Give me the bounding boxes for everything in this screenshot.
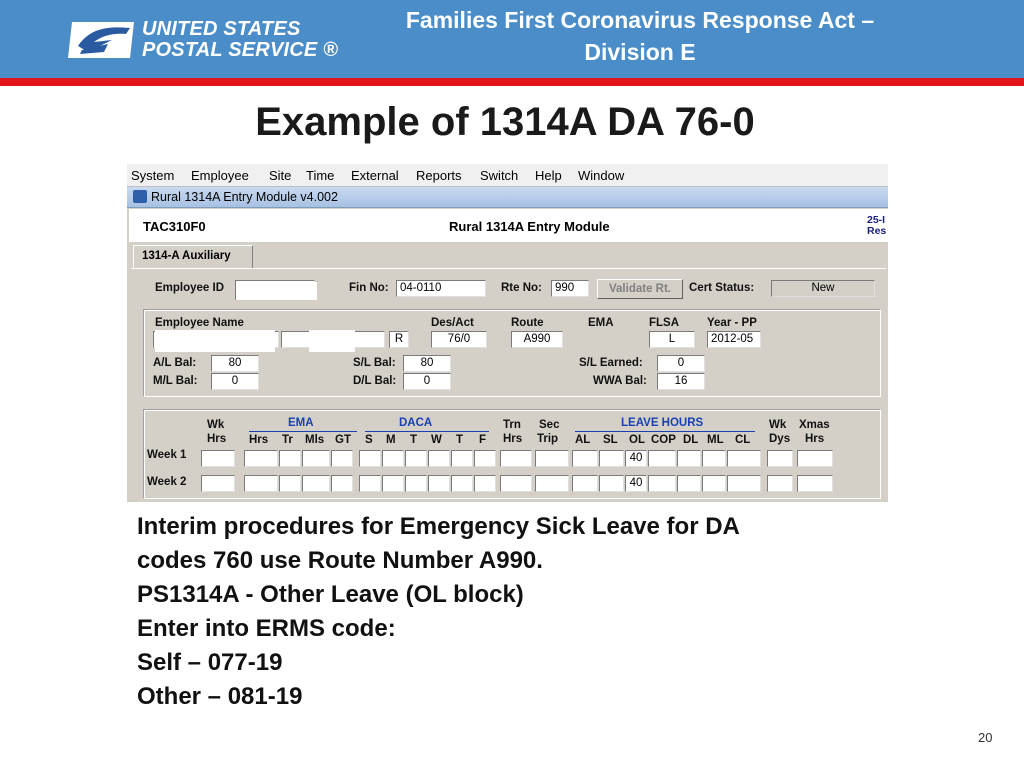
week1-leave-cl[interactable] [727, 450, 761, 467]
page-number: 20 [978, 730, 993, 745]
wk-hrs-bottom: Hrs [207, 433, 227, 445]
week2-daca-f[interactable] [474, 475, 496, 492]
sl-bal-field: 80 [403, 355, 451, 372]
ema-group-underline [249, 431, 357, 432]
week2-leave-dl[interactable] [677, 475, 701, 492]
daca-col-m: M [386, 434, 396, 446]
logo-line-2: POSTAL SERVICE ® [142, 39, 339, 61]
week2-leave-cl[interactable] [727, 475, 761, 492]
cert-status-label: Cert Status: [689, 282, 755, 294]
ml-bal-field: 0 [211, 373, 259, 390]
wk-dys-bottom: Dys [769, 433, 791, 445]
daca-col-s: S [365, 434, 373, 446]
des-act-field[interactable]: 76/0 [431, 331, 487, 348]
slide-caption [137, 510, 740, 714]
menu-bar [127, 164, 888, 187]
menu-reports[interactable]: Reports [416, 168, 462, 183]
week2-leave-ol[interactable]: 40 [625, 475, 647, 492]
menu-system[interactable]: System [131, 168, 175, 183]
year-pp-label: Year - PP [707, 317, 757, 329]
module-header [129, 209, 888, 242]
slide-header [0, 0, 1024, 78]
caption-line-4: Enter into ERMS code: [137, 615, 396, 642]
week-1-label: Week 1 [147, 449, 187, 461]
ema-col-mls: Mls [305, 434, 325, 446]
week2-trn-hrs[interactable] [500, 475, 532, 492]
redacted-employee-id [237, 282, 317, 300]
ema-col-tr: Tr [282, 434, 293, 446]
week1-wk-dys[interactable] [767, 450, 793, 467]
ema-col-gt: GT [335, 434, 351, 446]
week2-leave-ml[interactable] [702, 475, 726, 492]
fin-no-label: Fin No: [349, 282, 389, 294]
week1-xmas-hrs[interactable] [797, 450, 833, 467]
leave-col-cl: CL [735, 434, 751, 446]
week2-ema-mls[interactable] [302, 475, 330, 492]
week1-leave-al[interactable] [572, 450, 598, 467]
week2-daca-w[interactable] [428, 475, 450, 492]
tab-panel [131, 268, 886, 501]
week1-leave-cop[interactable] [648, 450, 676, 467]
week1-wk-hrs[interactable] [201, 450, 235, 467]
menu-site[interactable]: Site [269, 168, 292, 183]
trn-hrs-bottom: Hrs [503, 433, 523, 445]
header-right-line-1: 25-I [867, 214, 886, 226]
week2-wk-hrs[interactable] [201, 475, 235, 492]
week2-wk-dys[interactable] [767, 475, 793, 492]
leave-col-sl: SL [603, 434, 618, 446]
week2-ema-tr[interactable] [279, 475, 301, 492]
usps-logo [68, 16, 339, 64]
week1-ema-gt[interactable] [331, 450, 353, 467]
des-act-label: Des/Act [431, 317, 474, 329]
flsa-label: FLSA [649, 317, 680, 329]
module-header-right [867, 215, 886, 237]
sl-earned-label: S/L Earned: [579, 357, 643, 369]
week2-leave-al[interactable] [572, 475, 598, 492]
wwa-bal-label: WWA Bal: [593, 375, 647, 387]
week2-leave-sl[interactable] [599, 475, 624, 492]
menu-help[interactable]: Help [535, 168, 562, 183]
tab-1314a-auxiliary[interactable] [133, 245, 253, 268]
sec-trip-top: Sec [539, 419, 560, 431]
week1-daca-t2[interactable] [451, 450, 473, 467]
route-label: Route [511, 317, 544, 329]
al-bal-label: A/L Bal: [153, 357, 197, 369]
wk-dys-top: Wk [769, 419, 787, 431]
usps-eagle-icon [68, 16, 138, 64]
menu-employee[interactable]: Employee [191, 168, 249, 183]
trn-hrs-top: Trn [503, 419, 521, 431]
week2-daca-s[interactable] [359, 475, 381, 492]
subwindow-titlebar [127, 187, 888, 208]
fin-no-field[interactable]: 04-0110 [396, 280, 486, 297]
week1-ema-hrs[interactable] [244, 450, 278, 467]
validate-route-button[interactable]: Validate Rt. [597, 279, 683, 299]
week1-daca-f[interactable] [474, 450, 496, 467]
week1-daca-t1[interactable] [405, 450, 427, 467]
week2-ema-hrs[interactable] [244, 475, 278, 492]
header-title [330, 4, 950, 68]
menu-window[interactable]: Window [578, 168, 625, 183]
employee-name-label: Employee Name [155, 317, 244, 329]
sl-earned-field: 0 [657, 355, 705, 372]
sec-trip-bottom: Trip [537, 433, 559, 445]
xmas-hrs-bottom: Hrs [805, 433, 825, 445]
usps-logo-text [142, 19, 338, 61]
tab-label: 1314-A Auxiliary [142, 250, 231, 262]
ml-bal-label: M/L Bal: [153, 375, 198, 387]
week2-sec-trip[interactable] [535, 475, 569, 492]
week1-trn-hrs[interactable] [500, 450, 532, 467]
slide-title: Example of 1314A DA 76-0 [255, 100, 755, 144]
ema-col-hrs: Hrs [249, 434, 269, 446]
header-title-line-2: Division E [584, 39, 696, 65]
week-2-label: Week 2 [147, 476, 187, 488]
rte-no-field[interactable]: 990 [551, 280, 589, 297]
week2-ema-gt[interactable] [331, 475, 353, 492]
week1-leave-ml[interactable] [702, 450, 726, 467]
employee-id-label: Employee ID [155, 282, 225, 294]
ema-group-label: EMA [288, 417, 314, 429]
week1-sec-trip[interactable] [535, 450, 569, 467]
leave-col-dl: DL [683, 434, 699, 446]
week2-daca-t2[interactable] [451, 475, 473, 492]
week2-daca-t1[interactable] [405, 475, 427, 492]
caption-line-2: codes 760 use Route Number A990. [137, 547, 543, 574]
app-window [127, 164, 888, 502]
daca-col-f: F [479, 434, 487, 446]
rte-no-label: Rte No: [501, 282, 542, 294]
daca-col-t2: T [456, 434, 464, 446]
leave-col-ol: OL [629, 434, 645, 446]
sl-bal-label: S/L Bal: [353, 357, 396, 369]
leave-col-cop: COP [651, 434, 676, 446]
week1-leave-dl[interactable] [677, 450, 701, 467]
daca-col-t1: T [410, 434, 418, 446]
week1-daca-m[interactable] [382, 450, 404, 467]
daca-col-w: W [431, 434, 442, 446]
header-right-line-2: Res [867, 225, 887, 237]
caption-line-6: Other – 081-19 [137, 683, 303, 710]
daca-group-underline [365, 431, 489, 432]
ema-label: EMA [588, 317, 614, 329]
name-suffix-field[interactable]: R [389, 331, 409, 348]
daca-group-label: DACA [399, 417, 433, 429]
header-title-line-1: Families First Coronavirus Response Act – [405, 7, 875, 33]
leave-col-ml: ML [707, 434, 724, 446]
week2-xmas-hrs[interactable] [797, 475, 833, 492]
al-bal-field: 80 [211, 355, 259, 372]
tac-code: TAC310F0 [143, 219, 206, 234]
wwa-bal-field: 16 [657, 373, 705, 390]
week2-daca-m[interactable] [382, 475, 404, 492]
week1-leave-ol[interactable]: 40 [625, 450, 647, 467]
wk-hrs-top: Wk [207, 419, 225, 431]
logo-line-1: UNITED STATES [142, 18, 301, 40]
window-icon [133, 190, 147, 203]
year-pp-field[interactable]: 2012-05 [707, 331, 761, 348]
dl-bal-label: D/L Bal: [353, 375, 397, 387]
dl-bal-field: 0 [403, 373, 451, 390]
week1-daca-s[interactable] [359, 450, 381, 467]
tab-strip [129, 243, 888, 267]
menu-time[interactable]: Time [306, 168, 335, 183]
redacted-last-name [155, 330, 275, 352]
route-field[interactable]: A990 [511, 331, 563, 348]
week1-ema-mls[interactable] [302, 450, 330, 467]
cert-status-field: New [771, 280, 875, 297]
flsa-field[interactable]: L [649, 331, 695, 348]
menu-switch[interactable]: Switch [480, 168, 519, 183]
caption-line-1: Interim procedures for Emergency Sick Leave for DA [137, 513, 740, 540]
week1-ema-tr[interactable] [279, 450, 301, 467]
week1-leave-sl[interactable] [599, 450, 624, 467]
week2-leave-cop[interactable] [648, 475, 676, 492]
module-title: Rural 1314A Entry Module [449, 219, 610, 234]
week1-daca-w[interactable] [428, 450, 450, 467]
subwindow-title: Rural 1314A Entry Module v4.002 [151, 190, 338, 204]
caption-line-3: PS1314A - Other Leave (OL block) [137, 581, 524, 608]
xmas-hrs-top: Xmas [799, 419, 830, 431]
leave-hours-group-label: LEAVE HOURS [621, 417, 704, 429]
caption-line-5: Self – 077-19 [137, 649, 283, 676]
leave-hours-underline [575, 431, 755, 432]
header-divider [0, 78, 1024, 86]
redacted-first-name [309, 330, 355, 352]
leave-col-al: AL [575, 434, 591, 446]
menu-external[interactable]: External [351, 168, 399, 183]
